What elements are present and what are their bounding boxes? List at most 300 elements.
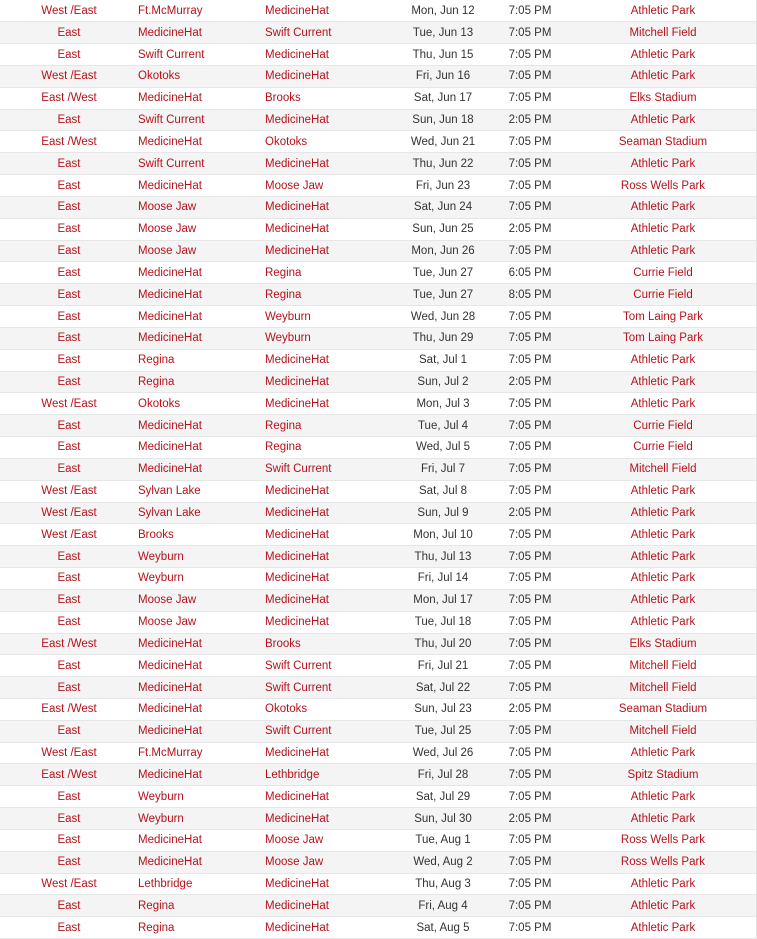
away-team-cell [138,262,265,284]
home-team-link[interactable]: MedicineHat [265,747,329,760]
table-row [0,524,757,546]
home-team-link[interactable]: MedicineHat [265,485,329,498]
time-cell: 2:05 PM [491,699,569,721]
time-cell: 7:05 PM [491,742,569,764]
table-row [0,153,757,175]
time-cell: 7:05 PM [491,153,569,175]
venue-cell [569,262,757,284]
venue-link[interactable]: Athletic Park [630,70,696,83]
date-cell: Tue, Jul 18 [395,611,491,633]
venue-cell [569,393,757,415]
away-team-link[interactable]: Swift Current [138,157,205,170]
home-team-link[interactable]: MedicineHat [265,921,329,934]
venue-cell [569,480,757,502]
table-row [0,873,757,895]
home-team-cell [265,808,395,830]
home-team-link[interactable]: MedicineHat [265,572,329,585]
date-cell: Mon, Jul 10 [395,524,491,546]
division-cell: East [0,44,138,66]
away-team-cell [138,284,265,306]
away-team-cell [138,786,265,808]
time-cell: 7:05 PM [491,196,569,218]
venue-cell [569,153,757,175]
away-team-link[interactable]: MedicineHat [138,834,202,847]
away-team-link[interactable]: MedicineHat [138,179,202,192]
home-team-cell [265,415,395,437]
home-team-link[interactable]: Okotoks [265,135,308,148]
venue-link[interactable]: Athletic Park [630,899,696,912]
date-cell: Tue, Jul 25 [395,720,491,742]
venue-link[interactable]: Athletic Park [630,812,696,825]
venue-cell [569,371,757,393]
venue-cell [569,196,757,218]
date-cell: Tue, Jun 27 [395,284,491,306]
venue-cell [569,633,757,655]
home-team-cell [265,44,395,66]
venue-cell [569,786,757,808]
away-team-link[interactable]: MedicineHat [138,768,202,781]
date-cell: Fri, Jul 14 [395,568,491,590]
home-team-link[interactable]: MedicineHat [265,550,329,563]
venue-link[interactable]: Athletic Park [630,528,696,541]
away-team-cell [138,895,265,917]
away-team-link[interactable]: Moose Jaw [138,594,197,607]
time-cell: 8:05 PM [491,284,569,306]
time-cell: 7:05 PM [491,415,569,437]
date-cell: Sun, Jun 25 [395,218,491,240]
time-cell: 7:05 PM [491,524,569,546]
home-team-cell [265,109,395,131]
time-cell: 7:05 PM [491,175,569,197]
away-team-link[interactable]: Moose Jaw [138,245,197,258]
away-team-cell [138,327,265,349]
away-team-cell [138,240,265,262]
division-cell: East [0,153,138,175]
table-row [0,131,757,153]
away-team-link[interactable]: Ft.McMurray [138,747,203,760]
venue-link[interactable]: Athletic Park [630,485,696,498]
venue-link[interactable]: Athletic Park [630,878,696,891]
venue-cell [569,349,757,371]
venue-link[interactable]: Elks Stadium [629,92,697,105]
venue-link[interactable]: Athletic Park [630,747,696,760]
date-cell: Sun, Jul 30 [395,808,491,830]
venue-link[interactable]: Athletic Park [630,397,696,410]
away-team-link[interactable]: Brooks [138,528,174,541]
away-team-cell [138,829,265,851]
away-team-link[interactable]: MedicineHat [138,288,202,301]
away-team-cell [138,851,265,873]
home-team-cell [265,240,395,262]
away-team-link[interactable]: Ft.McMurray [138,4,203,17]
home-team-link[interactable]: MedicineHat [265,397,329,410]
date-cell: Sat, Jun 24 [395,196,491,218]
home-team-link[interactable]: MedicineHat [265,506,329,519]
division-cell: West /East [0,873,138,895]
venue-link[interactable]: Ross Wells Park [620,834,706,847]
venue-cell [569,677,757,699]
division-cell: East [0,327,138,349]
venue-link[interactable]: Athletic Park [630,790,696,803]
home-team-link[interactable]: MedicineHat [265,48,329,61]
away-team-link[interactable]: Swift Current [138,48,205,61]
venue-link[interactable]: Athletic Park [630,48,696,61]
division-cell: East [0,611,138,633]
away-team-link[interactable]: MedicineHat [138,703,202,716]
time-cell: 2:05 PM [491,502,569,524]
venue-link[interactable]: Currie Field [633,288,693,301]
division-cell: East [0,415,138,437]
away-team-cell [138,22,265,44]
date-cell: Sat, Jul 29 [395,786,491,808]
venue-cell [569,611,757,633]
away-team-link[interactable]: Regina [138,921,175,934]
away-team-link[interactable]: MedicineHat [138,92,202,105]
away-team-link[interactable]: MedicineHat [138,637,202,650]
home-team-link[interactable]: MedicineHat [265,201,329,214]
away-team-cell [138,699,265,721]
home-team-link[interactable]: MedicineHat [265,375,329,388]
venue-link[interactable]: Athletic Park [630,506,696,519]
venue-cell [569,764,757,786]
division-cell: East [0,546,138,568]
venue-cell [569,720,757,742]
division-cell: West /East [0,480,138,502]
away-team-cell [138,546,265,568]
home-team-link[interactable]: Brooks [265,637,301,650]
home-team-link[interactable]: MedicineHat [265,899,329,912]
home-team-link[interactable]: Swift Current [265,463,332,476]
home-team-cell [265,175,395,197]
away-team-cell [138,109,265,131]
time-cell: 7:05 PM [491,568,569,590]
away-team-cell [138,458,265,480]
home-team-link[interactable]: MedicineHat [265,114,329,127]
division-cell: East /West [0,699,138,721]
away-team-cell [138,196,265,218]
date-cell: Thu, Jun 15 [395,44,491,66]
away-team-link[interactable]: MedicineHat [138,332,202,345]
home-team-link[interactable]: MedicineHat [265,616,329,629]
away-team-link[interactable]: MedicineHat [138,463,202,476]
venue-link[interactable]: Athletic Park [630,245,696,258]
home-team-link[interactable]: Regina [265,441,302,454]
venue-link[interactable]: Mitchell Field [629,659,697,672]
away-team-link[interactable]: Okotoks [138,70,181,83]
time-cell: 2:05 PM [491,808,569,830]
table-row [0,808,757,830]
away-team-link[interactable]: MedicineHat [138,135,202,148]
table-row [0,829,757,851]
home-team-link[interactable]: Okotoks [265,703,308,716]
home-team-link[interactable]: Swift Current [265,681,332,694]
home-team-cell [265,371,395,393]
time-cell: 7:05 PM [491,437,569,459]
venue-cell [569,22,757,44]
away-team-link[interactable]: Regina [138,354,175,367]
home-team-link[interactable]: Brooks [265,92,301,105]
table-row [0,502,757,524]
table-row [0,546,757,568]
home-team-cell [265,458,395,480]
date-cell: Tue, Jul 4 [395,415,491,437]
home-team-link[interactable]: MedicineHat [265,812,329,825]
date-cell: Tue, Aug 1 [395,829,491,851]
date-cell: Sun, Jul 23 [395,699,491,721]
venue-link[interactable]: Currie Field [633,441,693,454]
venue-link[interactable]: Athletic Park [630,114,696,127]
time-cell: 7:05 PM [491,349,569,371]
home-team-link[interactable]: Regina [265,288,302,301]
venue-link[interactable]: Spitz Stadium [627,768,699,781]
table-row [0,699,757,721]
venue-link[interactable]: Athletic Park [630,157,696,170]
away-team-cell [138,371,265,393]
venue-link[interactable]: Mitchell Field [629,463,697,476]
venue-link[interactable]: Athletic Park [630,594,696,607]
home-team-cell [265,742,395,764]
date-cell: Fri, Jun 23 [395,175,491,197]
date-cell: Mon, Jul 3 [395,393,491,415]
date-cell: Mon, Jul 17 [395,589,491,611]
home-team-cell [265,393,395,415]
venue-link[interactable]: Athletic Park [630,201,696,214]
table-row [0,218,757,240]
division-cell: East [0,677,138,699]
away-team-link[interactable]: MedicineHat [138,266,202,279]
away-team-link[interactable]: Lethbridge [138,878,193,891]
venue-link[interactable]: Athletic Park [630,223,696,236]
venue-link[interactable]: Elks Stadium [629,637,697,650]
home-team-cell [265,284,395,306]
away-team-link[interactable]: Moose Jaw [138,616,197,629]
away-team-link[interactable]: Weyburn [138,550,184,563]
venue-link[interactable]: Tom Laing Park [623,310,703,323]
table-row [0,786,757,808]
home-team-cell [265,655,395,677]
venue-cell [569,851,757,873]
table-row [0,415,757,437]
venue-link[interactable]: Ross Wells Park [620,179,706,192]
division-cell: East [0,371,138,393]
division-cell: East [0,895,138,917]
away-team-cell [138,611,265,633]
home-team-link[interactable]: Regina [265,419,302,432]
table-row [0,589,757,611]
venue-cell [569,240,757,262]
home-team-cell [265,262,395,284]
away-team-link[interactable]: Sylvan Lake [138,485,201,498]
away-team-link[interactable]: Weyburn [138,572,184,585]
table-row [0,349,757,371]
table-row [0,175,757,197]
division-cell: East [0,175,138,197]
home-team-cell [265,502,395,524]
venue-link[interactable]: Athletic Park [630,4,696,17]
time-cell: 7:05 PM [491,87,569,109]
venue-link[interactable]: Mitchell Field [629,26,697,39]
time-cell: 7:05 PM [491,589,569,611]
venue-cell [569,284,757,306]
venue-link[interactable]: Athletic Park [630,572,696,585]
time-cell: 7:05 PM [491,611,569,633]
division-cell: West /East [0,0,138,22]
table-row [0,720,757,742]
venue-cell [569,65,757,87]
home-team-link[interactable]: MedicineHat [265,4,329,17]
venue-cell [569,458,757,480]
time-cell: 2:05 PM [491,109,569,131]
division-cell: West /East [0,502,138,524]
home-team-link[interactable]: Weyburn [265,332,311,345]
venue-link[interactable]: Currie Field [633,266,693,279]
division-cell: East [0,349,138,371]
venue-cell [569,742,757,764]
home-team-link[interactable]: MedicineHat [265,878,329,891]
home-team-link[interactable]: Moose Jaw [265,856,324,869]
venue-link[interactable]: Seaman Stadium [618,135,708,148]
date-cell: Sat, Jul 1 [395,349,491,371]
table-row [0,764,757,786]
venue-link[interactable]: Currie Field [633,419,693,432]
table-row [0,306,757,328]
venue-link[interactable]: Athletic Park [630,616,696,629]
venue-link[interactable]: Athletic Park [630,921,696,934]
home-team-link[interactable]: Lethbridge [265,768,320,781]
division-cell: East /West [0,764,138,786]
date-cell: Fri, Jul 21 [395,655,491,677]
venue-link[interactable]: Athletic Park [630,550,696,563]
venue-link[interactable]: Mitchell Field [629,725,697,738]
home-team-cell [265,829,395,851]
table-row [0,895,757,917]
venue-link[interactable]: Mitchell Field [629,681,697,694]
date-cell: Mon, Jun 26 [395,240,491,262]
date-cell: Sat, Aug 5 [395,917,491,939]
division-cell: East [0,284,138,306]
away-team-link[interactable]: Okotoks [138,397,181,410]
venue-cell [569,829,757,851]
table-row [0,240,757,262]
venue-link[interactable]: Athletic Park [630,375,696,388]
away-team-link[interactable]: MedicineHat [138,856,202,869]
home-team-link[interactable]: Weyburn [265,310,311,323]
home-team-link[interactable]: MedicineHat [265,157,329,170]
away-team-cell [138,393,265,415]
away-team-link[interactable]: Swift Current [138,114,205,127]
table-row [0,0,757,22]
away-team-link[interactable]: Moose Jaw [138,201,197,214]
date-cell: Sat, Jul 8 [395,480,491,502]
home-team-cell [265,87,395,109]
away-team-cell [138,917,265,939]
home-team-link[interactable]: Swift Current [265,26,332,39]
away-team-link[interactable]: MedicineHat [138,659,202,672]
away-team-cell [138,524,265,546]
home-team-link[interactable]: Moose Jaw [265,179,324,192]
home-team-link[interactable]: MedicineHat [265,70,329,83]
home-team-link[interactable]: MedicineHat [265,594,329,607]
away-team-link[interactable]: Moose Jaw [138,223,197,236]
date-cell: Fri, Jun 16 [395,65,491,87]
away-team-link[interactable]: MedicineHat [138,26,202,39]
division-cell: East [0,262,138,284]
home-team-cell [265,349,395,371]
away-team-link[interactable]: MedicineHat [138,310,202,323]
venue-cell [569,44,757,66]
division-cell: East [0,786,138,808]
home-team-link[interactable]: MedicineHat [265,528,329,541]
division-cell: East /West [0,633,138,655]
date-cell: Thu, Jul 13 [395,546,491,568]
time-cell: 7:05 PM [491,458,569,480]
division-cell: West /East [0,65,138,87]
venue-link[interactable]: Seaman Stadium [618,703,708,716]
away-team-link[interactable]: MedicineHat [138,725,202,738]
date-cell: Sun, Jun 18 [395,109,491,131]
away-team-link[interactable]: Regina [138,899,175,912]
home-team-link[interactable]: MedicineHat [265,354,329,367]
table-row [0,44,757,66]
division-cell: East [0,196,138,218]
home-team-link[interactable]: MedicineHat [265,223,329,236]
home-team-link[interactable]: Swift Current [265,725,332,738]
home-team-cell [265,851,395,873]
time-cell: 7:05 PM [491,327,569,349]
away-team-cell [138,153,265,175]
away-team-cell [138,437,265,459]
away-team-link[interactable]: MedicineHat [138,419,202,432]
table-row [0,262,757,284]
table-row [0,655,757,677]
table-row [0,633,757,655]
home-team-link[interactable]: Swift Current [265,659,332,672]
away-team-cell [138,175,265,197]
venue-cell [569,131,757,153]
division-cell: East [0,458,138,480]
home-team-link[interactable]: Moose Jaw [265,834,324,847]
venue-link[interactable]: Ross Wells Park [620,856,706,869]
division-cell: East [0,720,138,742]
division-cell: East /West [0,131,138,153]
division-cell: East [0,829,138,851]
away-team-link[interactable]: Weyburn [138,790,184,803]
home-team-link[interactable]: MedicineHat [265,790,329,803]
away-team-cell [138,589,265,611]
date-cell: Thu, Jul 20 [395,633,491,655]
away-team-link[interactable]: MedicineHat [138,681,202,694]
date-cell: Thu, Aug 3 [395,873,491,895]
away-team-link[interactable]: Sylvan Lake [138,506,201,519]
time-cell: 7:05 PM [491,851,569,873]
away-team-cell [138,742,265,764]
away-team-link[interactable]: Regina [138,375,175,388]
home-team-cell [265,306,395,328]
venue-link[interactable]: Athletic Park [630,354,696,367]
home-team-link[interactable]: Regina [265,266,302,279]
home-team-cell [265,480,395,502]
home-team-link[interactable]: MedicineHat [265,245,329,258]
away-team-link[interactable]: MedicineHat [138,441,202,454]
venue-cell [569,109,757,131]
time-cell: 7:05 PM [491,873,569,895]
away-team-link[interactable]: Weyburn [138,812,184,825]
home-team-cell [265,524,395,546]
venue-cell [569,917,757,939]
venue-cell [569,175,757,197]
venue-link[interactable]: Tom Laing Park [623,332,703,345]
division-cell: East [0,218,138,240]
